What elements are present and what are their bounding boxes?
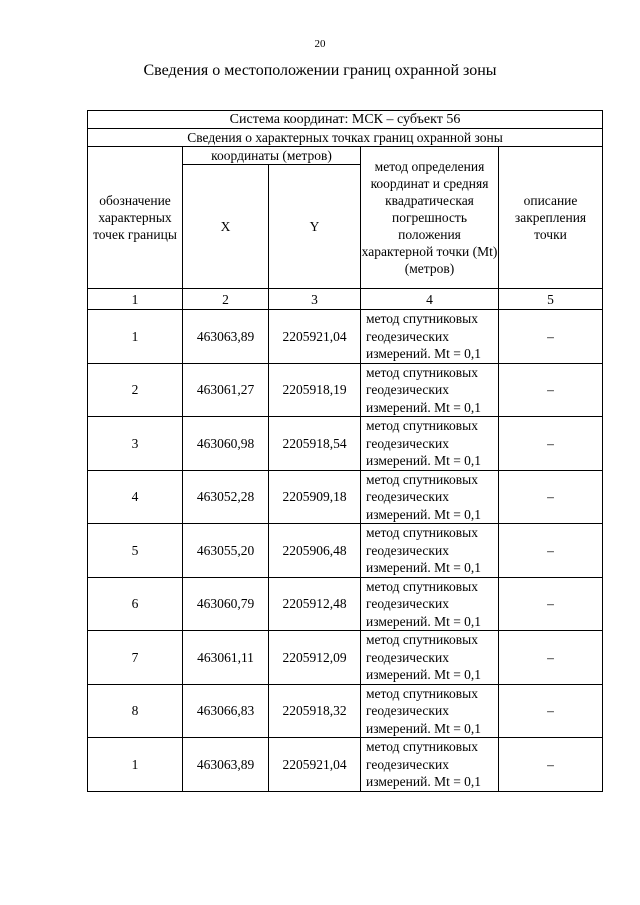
header-y: Y — [269, 165, 361, 289]
header-method: метод определения координат и средняя квадратическая погрешность положения характерной точки (Mt) (метров) — [361, 147, 499, 289]
boundary-points-table — [87, 110, 603, 792]
point-number-cell: 7 — [88, 631, 183, 685]
method-cell: метод спутниковых геодезических измерений. Mt = 0,1 — [361, 417, 499, 471]
x-coordinate-cell: 463060,79 — [183, 577, 269, 631]
y-coordinate-cell: 2205918,32 — [269, 684, 361, 738]
table-row — [88, 470, 603, 524]
column-number: 4 — [361, 289, 499, 310]
method-cell: метод спутниковых геодезических измерений. Mt = 0,1 — [361, 524, 499, 578]
x-coordinate-cell: 463063,89 — [183, 738, 269, 792]
y-coordinate-cell: 2205912,48 — [269, 577, 361, 631]
y-coordinate-cell: 2205906,48 — [269, 524, 361, 578]
points-info-header: Сведения о характерных точках границ охранной зоны — [88, 129, 603, 147]
table-row — [88, 524, 603, 578]
column-number: 5 — [499, 289, 603, 310]
x-coordinate-cell: 463052,28 — [183, 470, 269, 524]
table-row — [88, 310, 603, 364]
x-coordinate-cell: 463061,27 — [183, 363, 269, 417]
description-cell: – — [499, 310, 603, 364]
x-coordinate-cell: 463061,11 — [183, 631, 269, 685]
y-coordinate-cell: 2205912,09 — [269, 631, 361, 685]
description-cell: – — [499, 363, 603, 417]
description-cell: – — [499, 738, 603, 792]
point-number-cell: 8 — [88, 684, 183, 738]
table-row — [88, 577, 603, 631]
point-number-cell: 5 — [88, 524, 183, 578]
header-coordinates: координаты (метров) — [183, 147, 361, 165]
x-coordinate-cell: 463060,98 — [183, 417, 269, 471]
method-cell: метод спутниковых геодезических измерений. Mt = 0,1 — [361, 577, 499, 631]
column-number: 2 — [183, 289, 269, 310]
header-point-designation: обозначение характерных точек границы — [88, 147, 183, 289]
y-coordinate-cell: 2205918,54 — [269, 417, 361, 471]
method-cell: метод спутниковых геодезических измерений. Mt = 0,1 — [361, 310, 499, 364]
x-coordinate-cell: 463066,83 — [183, 684, 269, 738]
method-cell: метод спутниковых геодезических измерений. Mt = 0,1 — [361, 631, 499, 685]
column-number-row — [88, 289, 603, 310]
method-cell: метод спутниковых геодезических измерений. Mt = 0,1 — [361, 684, 499, 738]
column-number: 1 — [88, 289, 183, 310]
description-cell: – — [499, 524, 603, 578]
point-rows — [88, 310, 603, 792]
column-number: 3 — [269, 289, 361, 310]
description-cell: – — [499, 577, 603, 631]
point-number-cell: 1 — [88, 738, 183, 792]
header-x: X — [183, 165, 269, 289]
point-number-cell: 3 — [88, 417, 183, 471]
point-number-cell: 6 — [88, 577, 183, 631]
y-coordinate-cell: 2205921,04 — [269, 738, 361, 792]
description-cell: – — [499, 684, 603, 738]
x-coordinate-cell: 463055,20 — [183, 524, 269, 578]
description-cell: – — [499, 417, 603, 471]
table-row — [88, 363, 603, 417]
description-cell: – — [499, 631, 603, 685]
x-coordinate-cell: 463063,89 — [183, 310, 269, 364]
method-cell: метод спутниковых геодезических измерений. Mt = 0,1 — [361, 363, 499, 417]
page-number: 20 — [314, 38, 326, 50]
method-cell: метод спутниковых геодезических измерений. Mt = 0,1 — [361, 738, 499, 792]
table-row — [88, 684, 603, 738]
point-number-cell: 4 — [88, 470, 183, 524]
coordinate-system-header: Система координат: МСК – субъект 56 — [88, 111, 603, 129]
point-number-cell: 1 — [88, 310, 183, 364]
y-coordinate-cell: 2205921,04 — [269, 310, 361, 364]
description-cell: – — [499, 470, 603, 524]
y-coordinate-cell: 2205909,18 — [269, 470, 361, 524]
table-row — [88, 738, 603, 792]
header-description: описание закрепления точки — [499, 147, 603, 289]
y-coordinate-cell: 2205918,19 — [269, 363, 361, 417]
method-cell: метод спутниковых геодезических измерений. Mt = 0,1 — [361, 470, 499, 524]
document-title: Сведения о местоположении границ охранной зоны — [143, 62, 497, 79]
table-row — [88, 631, 603, 685]
point-number-cell: 2 — [88, 363, 183, 417]
table-row — [88, 417, 603, 471]
